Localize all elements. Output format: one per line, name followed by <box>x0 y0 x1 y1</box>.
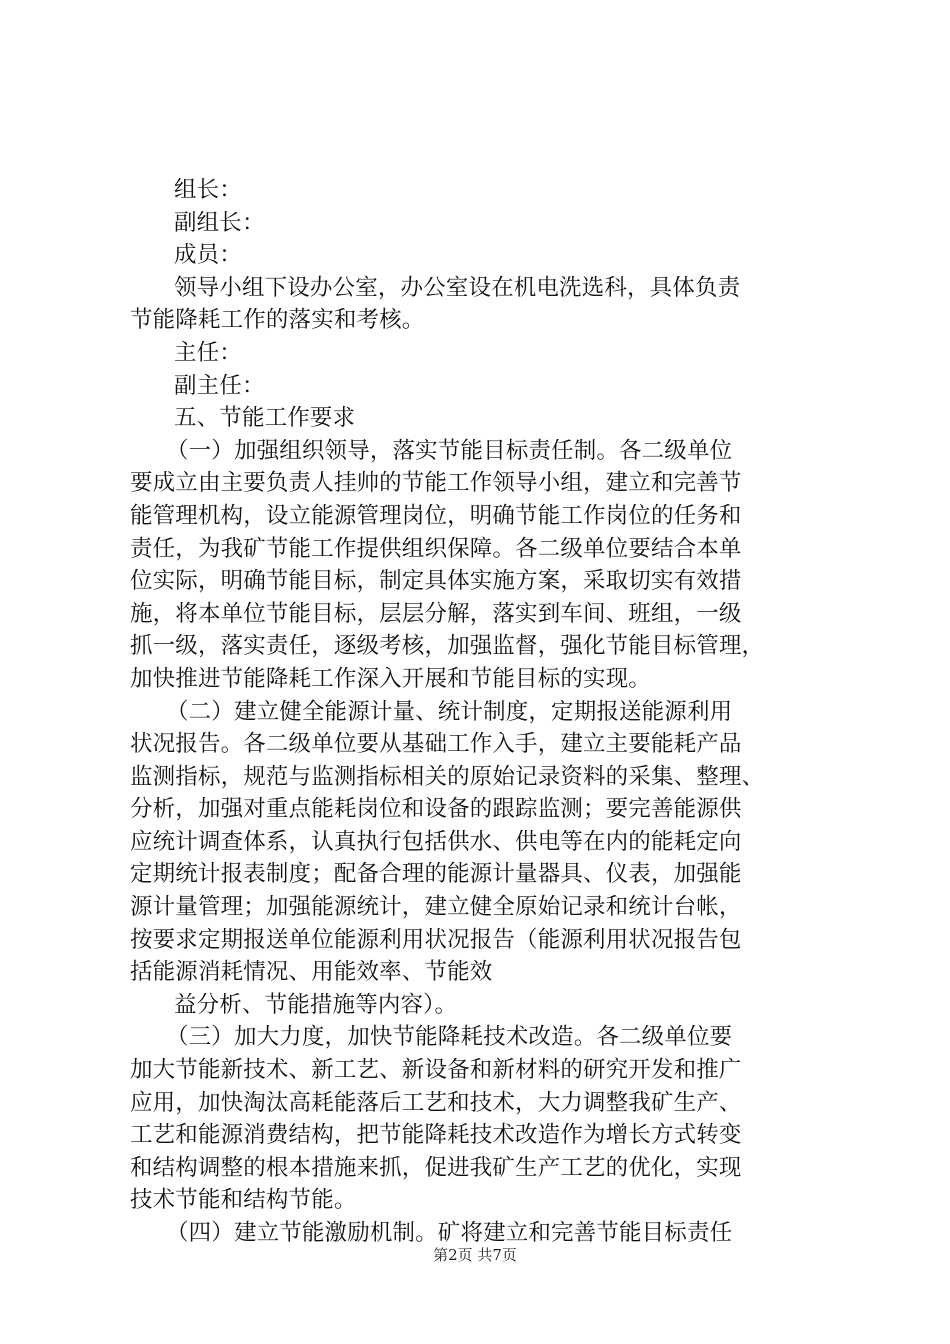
text-line: 定期统计报表制度；配备合理的能源计量器具、仪表，加强能 <box>130 861 742 888</box>
text-line: 益分析、节能措施等内容）。 <box>174 991 458 1018</box>
text-line: 责任，为我矿节能工作提供组织保障。各二级单位要结合本单 <box>130 535 742 562</box>
text-line: 和结构调整的根本措施来抓，促进我矿生产工艺的优化，实现 <box>130 1154 742 1181</box>
text-line: 主任： <box>174 339 242 366</box>
text-line: （二）建立健全能源计量、统计制度，定期报送能源利用 <box>166 698 733 725</box>
text-line: 成员： <box>174 242 242 269</box>
text-line: 施，将本单位节能目标，层层分解，落实到车间、班组，一级 <box>130 600 742 627</box>
text-line: 副主任： <box>174 372 265 399</box>
page-footer: 第2页 共7页 <box>433 1246 517 1264</box>
text-line: 应用，加快淘汰高耗能落后工艺和技术，大力调整我矿生产、 <box>130 1089 742 1116</box>
text-line: （四）建立节能激励机制。矿将建立和完善节能目标责任 <box>166 1220 733 1246</box>
text-line: 监测指标，规范与监测指标相关的原始记录资料的采集、整理、 <box>130 763 765 790</box>
text-line: （三）加大力度，加快节能降耗技术改造。各二级单位要 <box>166 1024 733 1051</box>
text-line: 工艺和能源消费结构，把节能降耗技术改造作为增长方式转变 <box>130 1122 742 1149</box>
text-line: 源计量管理；加强能源统计，建立健全原始记录和统计台帐， <box>130 894 742 921</box>
text-line: 括能源消耗情况、用能效率、节能效 <box>130 959 493 986</box>
text-line: 副组长： <box>174 209 265 236</box>
text-line: 五、节能工作要求 <box>174 405 356 432</box>
text-line: （一）加强组织领导，落实节能目标责任制。各二级单位 <box>166 437 733 464</box>
text-line: 分析，加强对重点能耗岗位和设备的跟踪监测；要完善能源供 <box>130 796 742 823</box>
text-line: 抓一级，落实责任，逐级考核，加强监督，强化节能目标管理， <box>130 633 765 660</box>
document-body <box>130 174 836 1250</box>
text-line: 领导小组下设办公室，办公室设在机电洗选科，具体负责 <box>174 274 741 301</box>
text-line: 技术节能和结构节能。 <box>130 1187 357 1214</box>
text-line: 按要求定期报送单位能源利用状况报告（能源利用状况报告包 <box>130 926 742 953</box>
text-line: 节能降耗工作的落实和考核。 <box>130 307 425 334</box>
text-line: 应统计调查体系，认真执行包括供水、供电等在内的能耗定向 <box>130 828 742 855</box>
text-line: 能管理机构，设立能源管理岗位，明确节能工作岗位的任务和 <box>130 502 742 529</box>
text-line: 状况报告。各二级单位要从基础工作入手，建立主要能耗产品 <box>130 731 742 758</box>
text-line: 加大节能新技术、新工艺、新设备和新材料的研究开发和推广 <box>130 1057 742 1084</box>
text-line: 位实际，明确节能目标，制定具体实施方案，采取切实有效措 <box>130 568 742 595</box>
text-line: 组长： <box>174 177 242 203</box>
text-line: 要成立由主要负责人挂帅的节能工作领导小组，建立和完善节 <box>130 470 742 497</box>
text-line: 加快推进节能降耗工作深入开展和节能目标的实现。 <box>130 665 651 692</box>
